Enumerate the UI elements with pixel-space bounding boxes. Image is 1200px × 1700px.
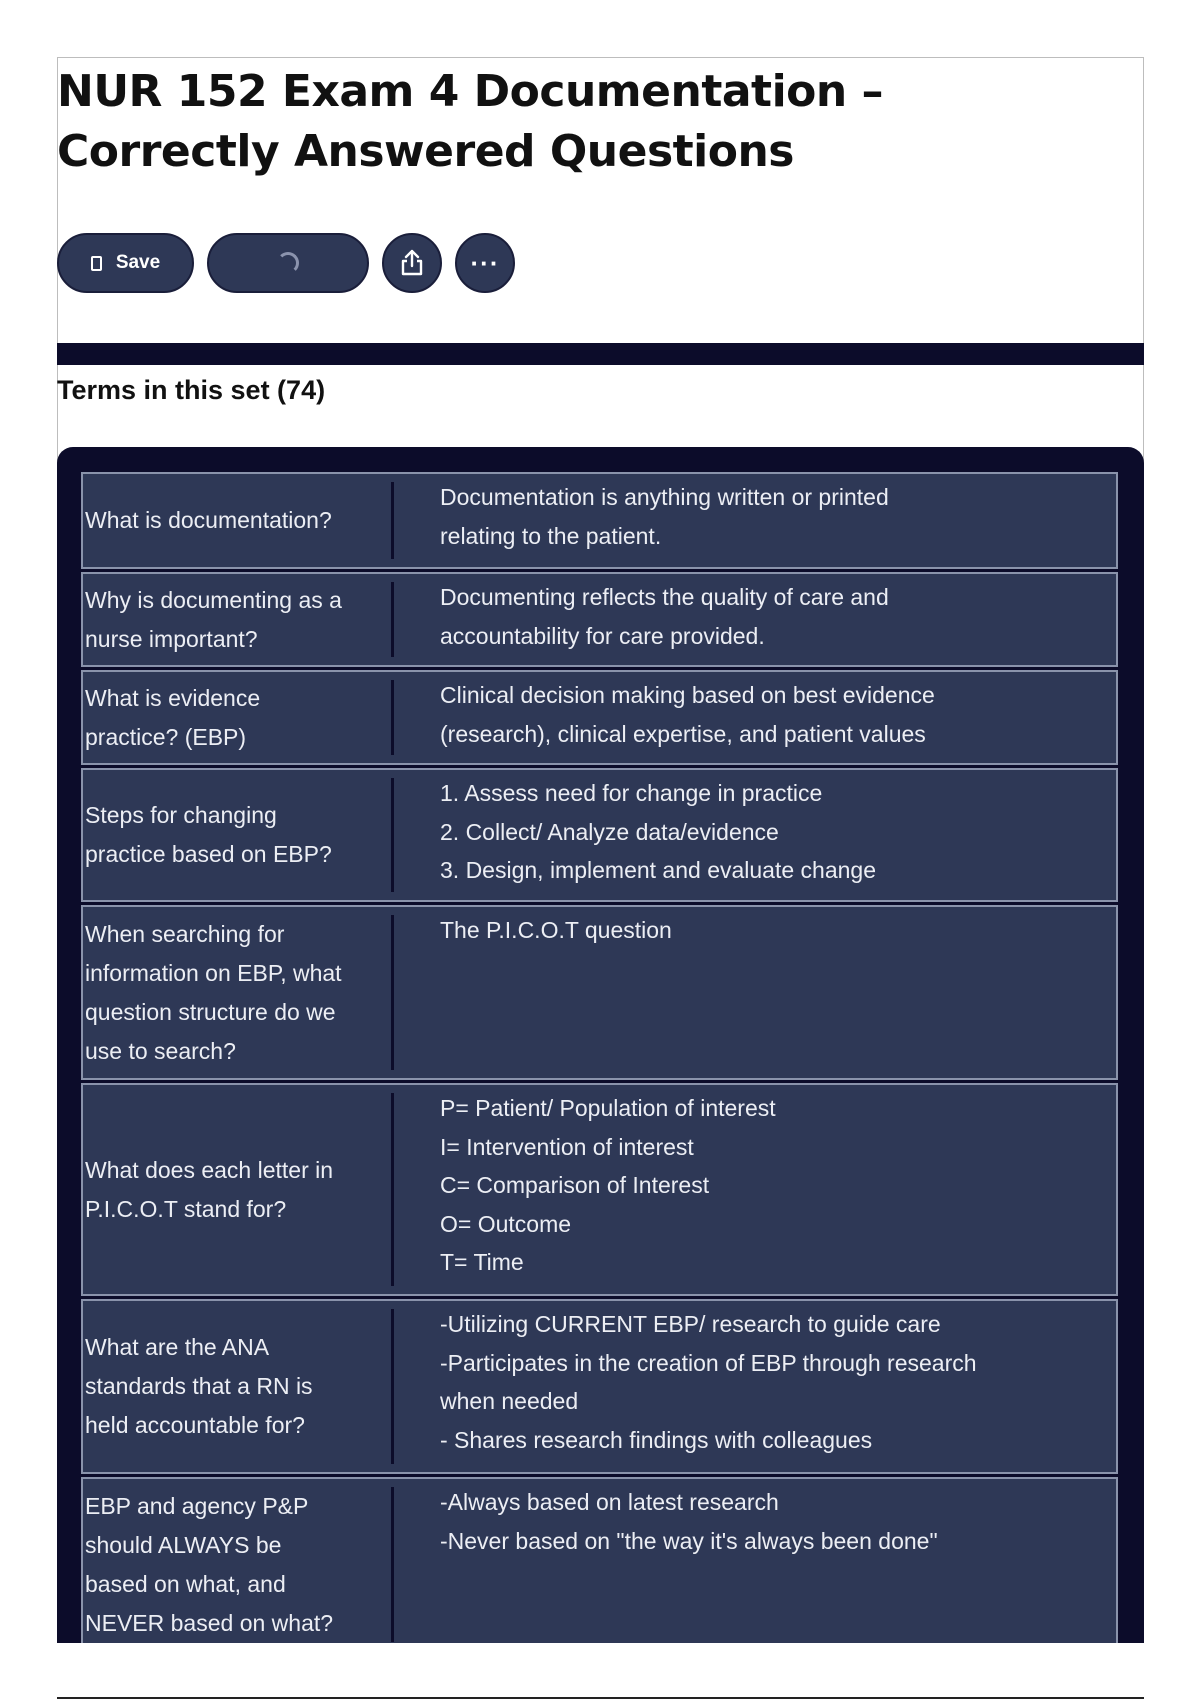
term-answer-line: -Utilizing CURRENT EBP/ research to guide care: [440, 1311, 941, 1337]
term-row[interactable]: [81, 572, 1118, 667]
term-row[interactable]: [81, 1477, 1118, 1643]
term-answer-line: 1. Assess need for change in practice: [440, 780, 823, 806]
term-answer-line: -Never based on "the way it's always been done": [440, 1527, 938, 1554]
term-question: [83, 672, 393, 763]
term-row[interactable]: [81, 768, 1118, 902]
term-answer: [440, 1479, 1096, 1643]
term-row[interactable]: [81, 1083, 1118, 1296]
spinner-icon: [277, 252, 299, 274]
term-question-text: What does each letter in P.I.C.O.T stand for?: [85, 1156, 334, 1222]
term-question: [83, 907, 393, 1078]
term-row[interactable]: [81, 472, 1118, 569]
bookmark-icon: [91, 256, 102, 271]
term-answer-line: Documenting reflects the quality of care and: [440, 584, 889, 610]
terms-table: [81, 472, 1118, 1643]
term-question-text: When searching for information on EBP, what question structure do we use to search?: [85, 920, 342, 1064]
term-separator: [391, 582, 394, 657]
term-answer-line: when needed: [440, 1388, 579, 1414]
term-answer: [440, 672, 1096, 763]
term-answer: [440, 770, 1096, 900]
term-question-text: What is documentation?: [85, 507, 332, 533]
term-row[interactable]: [81, 670, 1118, 765]
terms-heading: Terms in this set (74): [57, 375, 326, 405]
term-answer-line: O= Outcome: [440, 1210, 572, 1237]
loading-button[interactable]: [207, 233, 369, 293]
term-answer-line: accountability for care provided.: [440, 622, 765, 649]
term-answer-line: C= Comparison of Interest: [440, 1172, 710, 1198]
term-answer: [440, 1301, 1096, 1472]
term-row[interactable]: [81, 1299, 1118, 1474]
share-icon: [399, 249, 425, 277]
term-answer-line: I= Intervention of interest: [440, 1133, 694, 1160]
term-answer: [440, 907, 1096, 1078]
save-button[interactable]: [57, 233, 194, 293]
term-separator: [391, 1093, 394, 1286]
term-question-text: What is evidence practice? (EBP): [85, 684, 261, 750]
term-answer-line: T= Time: [440, 1249, 524, 1275]
term-answer-line: - Shares research findings with colleagues: [440, 1426, 873, 1453]
term-answer-line: The P.I.C.O.T question: [440, 917, 672, 943]
term-question: [83, 1085, 393, 1294]
term-separator: [391, 1487, 394, 1642]
divider-bar: [57, 343, 1144, 365]
term-answer-line: 3. Design, implement and evaluate change: [440, 857, 877, 883]
term-row[interactable]: [81, 905, 1118, 1080]
page-title: NUR 152 Exam 4 Documentation – Correctly Answered Questions: [57, 66, 884, 177]
term-separator: [391, 482, 394, 559]
term-question-text: EBP and agency P&P should ALWAYS be based on what, and NEVER based on what?: [85, 1492, 334, 1636]
term-answer-line: -Participates in the creation of EBP through research: [440, 1349, 977, 1376]
term-question: [83, 574, 393, 665]
term-question: [83, 1301, 393, 1472]
term-separator: [391, 778, 394, 892]
more-button[interactable]: [455, 233, 515, 293]
term-question: [83, 770, 393, 900]
term-answer-line: 2. Collect/ Analyze data/evidence: [440, 818, 779, 845]
terms-card: [57, 447, 1144, 1643]
term-question-text: Why is documenting as a nurse important?: [85, 586, 342, 652]
term-question-text: What are the ANA standards that a RN is held accountable for?: [85, 1334, 313, 1438]
term-answer: [440, 574, 1096, 665]
term-separator: [391, 1309, 394, 1464]
term-answer-line: P= Patient/ Population of interest: [440, 1095, 776, 1121]
term-question-text: Steps for changing practice based on EBP?: [85, 802, 332, 867]
term-answer-line: -Always based on latest research: [440, 1489, 779, 1515]
more-icon: ···: [470, 247, 500, 278]
term-answer: [440, 1085, 1096, 1294]
term-separator: [391, 915, 394, 1070]
term-answer-line: Clinical decision making based on best evidence: [440, 682, 935, 708]
term-question: [83, 474, 393, 567]
term-answer: [440, 474, 1096, 567]
save-button-label: Save: [115, 252, 161, 273]
term-answer-line: relating to the patient.: [440, 522, 662, 549]
term-question: [83, 1479, 393, 1643]
term-separator: [391, 680, 394, 755]
share-button[interactable]: [382, 233, 442, 293]
bottom-rule: [57, 1697, 1144, 1699]
term-answer-line: Documentation is anything written or printed: [440, 484, 889, 510]
term-answer-line: (research), clinical expertise, and patient values: [440, 720, 926, 747]
